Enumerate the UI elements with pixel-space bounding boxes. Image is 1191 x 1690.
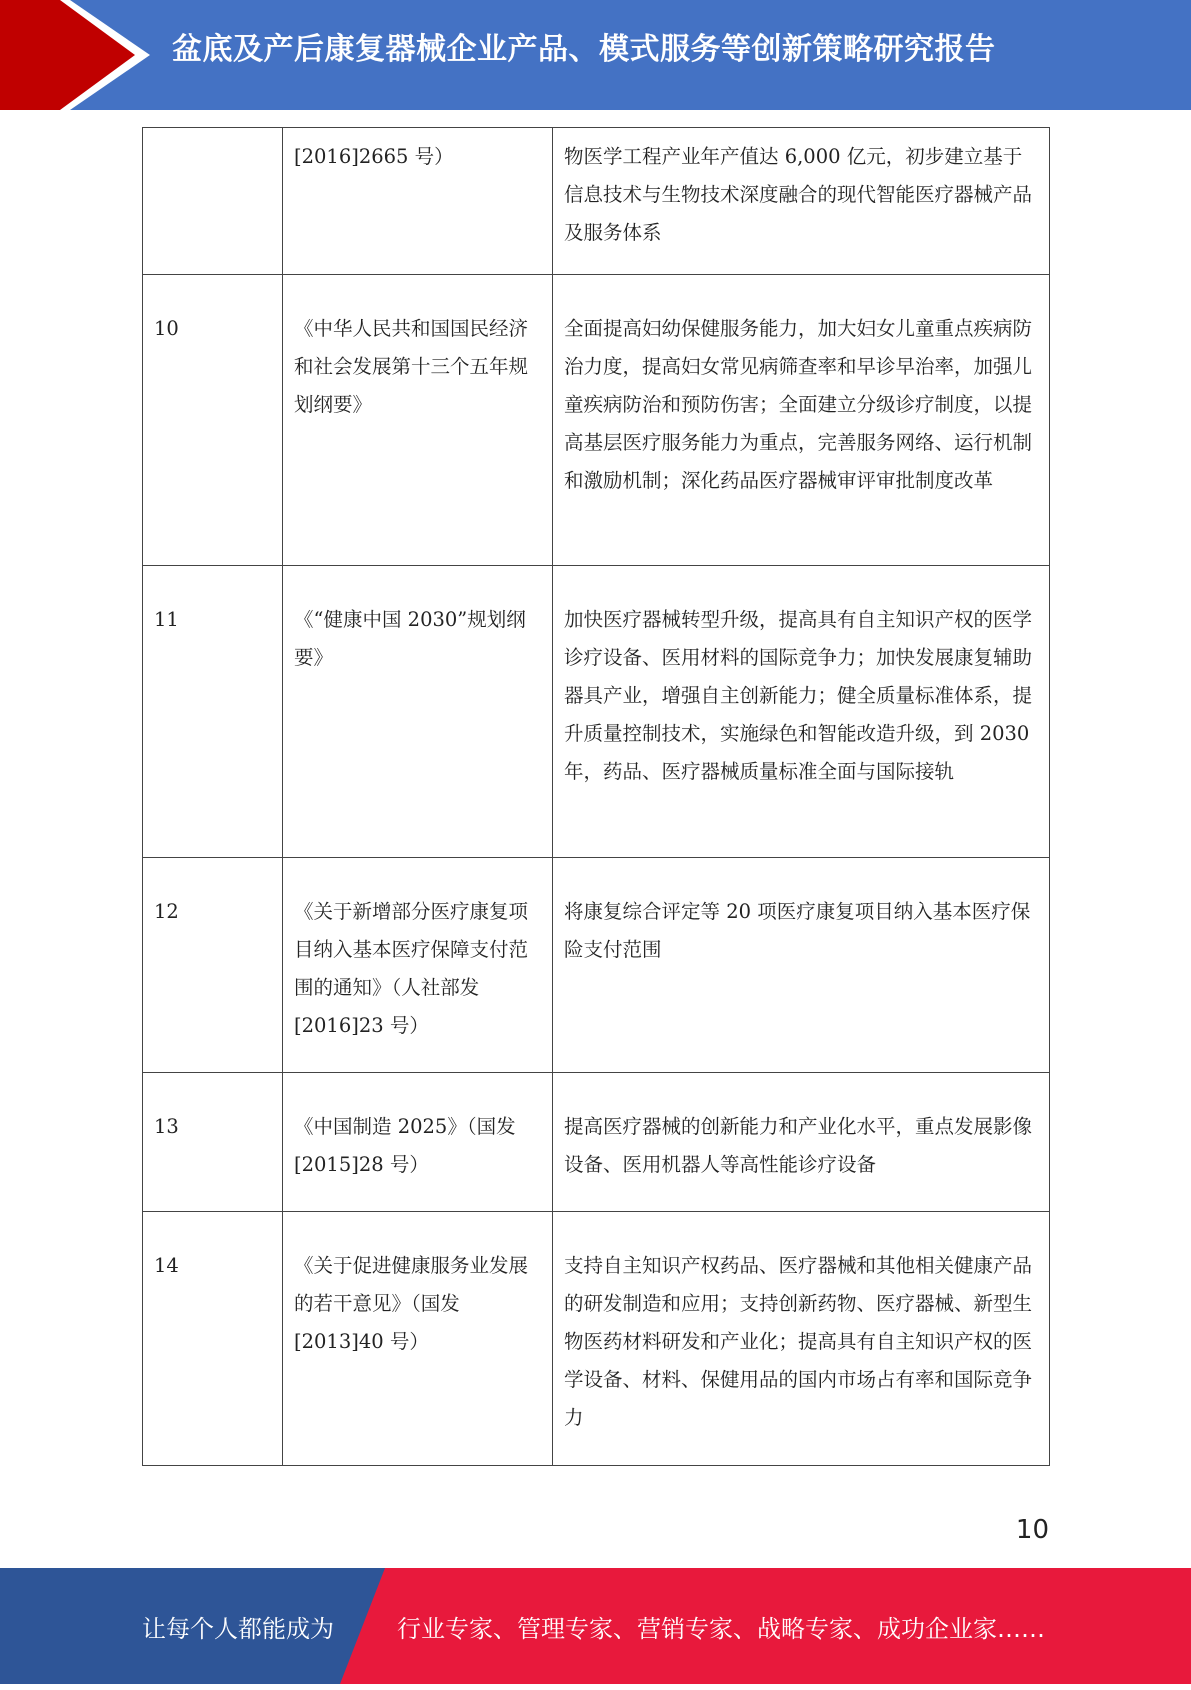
footer-slogan-left: 让每个人都能成为 (142, 1615, 334, 1643)
policy-name: 《“健康中国 2030”规划纲要》 (283, 566, 553, 858)
policy-name: 《中华人民共和国国民经济和社会发展第十三个五年规划纲要》 (283, 275, 553, 566)
row-number (143, 128, 283, 275)
policy-content: 将康复综合评定等 20 项医疗康复项目纳入基本医疗保险支付范围 (553, 858, 1050, 1073)
footer-slogan-right: 行业专家、管理专家、营销专家、战略专家、成功企业家…… (397, 1615, 1045, 1643)
policy-name: 《关于促进健康服务业发展的若干意见》（国发[2013]40 号） (283, 1212, 553, 1466)
table-row (143, 858, 1050, 1073)
policy-content: 提高医疗器械的创新能力和产业化水平，重点发展影像设备、医用机器人等高性能诊疗设备 (553, 1073, 1050, 1212)
policy-content: 物医学工程产业年产值达 6,000 亿元，初步建立基于信息技术与生物技术深度融合的现代智能医疗器械产品及服务体系 (553, 128, 1050, 275)
page-number: 10 (1015, 1515, 1049, 1545)
table-row (143, 128, 1050, 275)
report-title: 盆底及产后康复器械企业产品、模式服务等创新策略研究报告 (172, 32, 996, 67)
header-chevron-graphic (0, 0, 160, 110)
row-number: 10 (143, 275, 283, 566)
page-footer (0, 1568, 1191, 1684)
row-number: 12 (143, 858, 283, 1073)
table-row (143, 566, 1050, 858)
policy-table (142, 127, 1050, 1466)
policy-name: 《中国制造 2025》（国发[2015]28 号） (283, 1073, 553, 1212)
table-row (143, 1212, 1050, 1466)
row-number: 11 (143, 566, 283, 858)
row-number: 14 (143, 1212, 283, 1466)
table-row (143, 275, 1050, 566)
policy-name: 《关于新增部分医疗康复项目纳入基本医疗保障支付范围的通知》（人社部发[2016]23 号） (283, 858, 553, 1073)
policy-content: 全面提高妇幼保健服务能力，加大妇女儿童重点疾病防治力度，提高妇女常见病筛查率和早诊早治率，加强儿童疾病防治和预防伤害；全面建立分级诊疗制度，以提高基层医疗服务能力为重点，完善服务网络、运行机制和激励机制；深化药品医疗器械审评审批制度改革 (553, 275, 1050, 566)
table-row (143, 1073, 1050, 1212)
page-header (0, 0, 1191, 110)
policy-content: 支持自主知识产权药品、医疗器械和其他相关健康产品的研发制造和应用；支持创新药物、医疗器械、新型生物医药材料研发和产业化；提高具有自主知识产权的医学设备、材料、保健用品的国内市场占有率和国际竞争力 (553, 1212, 1050, 1466)
policy-content: 加快医疗器械转型升级，提高具有自主知识产权的医学诊疗设备、医用材料的国际竞争力；加快发展康复辅助器具产业，增强自主创新能力；健全质量标准体系，提升质量控制技术，实施绿色和智能改造升级，到 2030 年，药品、医疗器械质量标准全面与国际接轨 (553, 566, 1050, 858)
row-number: 13 (143, 1073, 283, 1212)
policy-name: [2016]2665 号） (283, 128, 553, 275)
